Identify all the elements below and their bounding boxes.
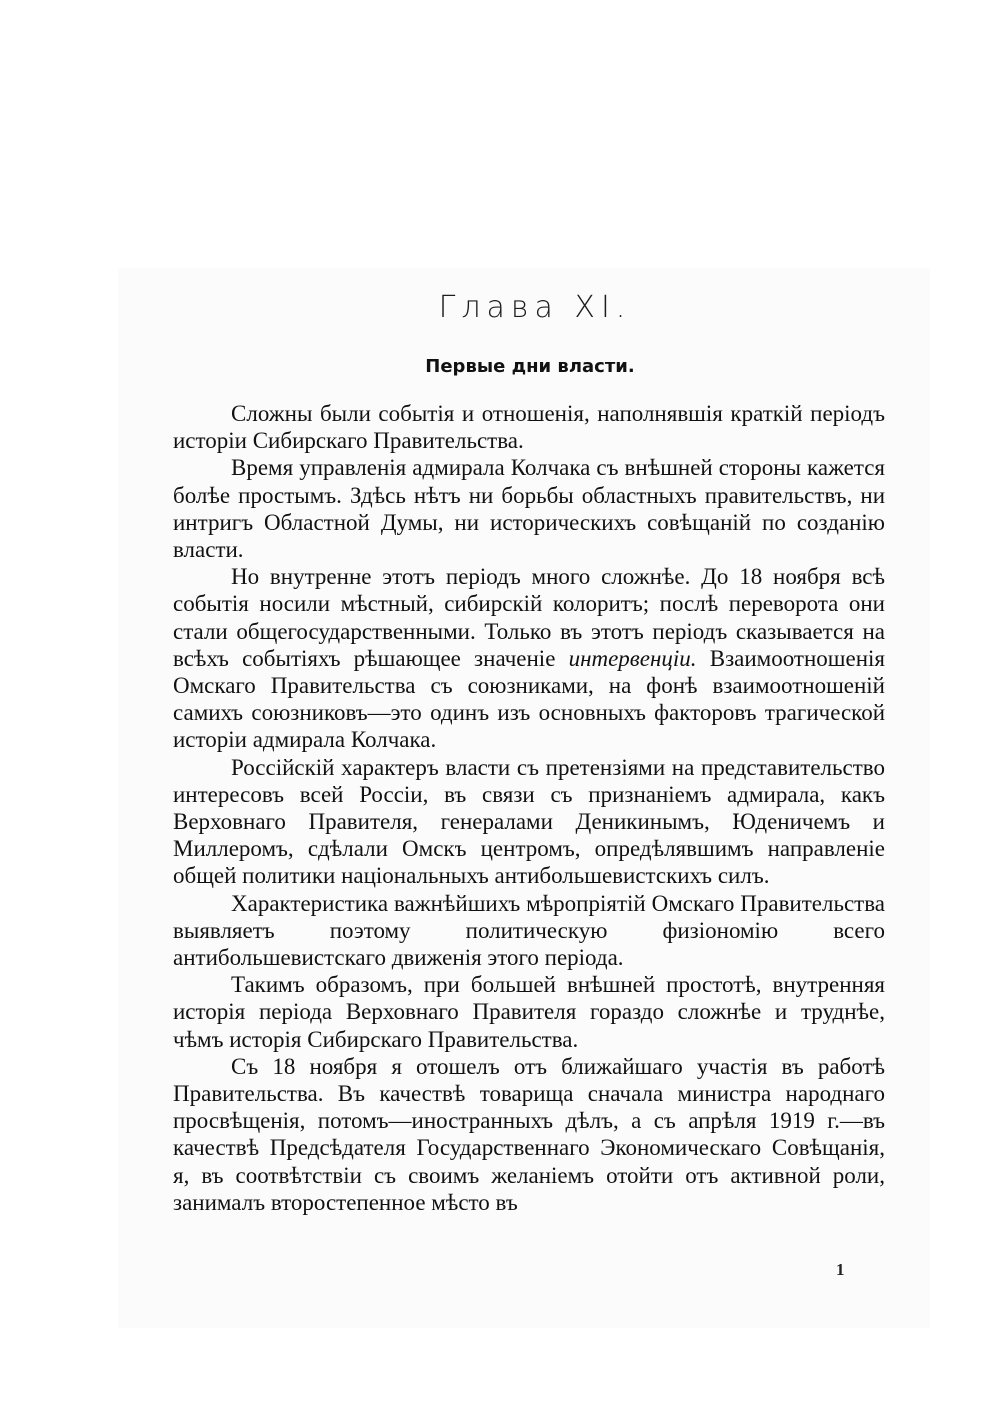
paragraph-3-text-before: Но внутренне этотъ періодъ много сложнѣе. До 18 ноября всѣ событія носили мѣстный, сибирскій колоритъ; послѣ переворота они стали общегосударственными. Только въ этотъ періодъ сказывается на всѣхъ событіяхъ рѣшающее значеніе	[173, 564, 885, 671]
chapter-title: Глава XI.	[438, 290, 632, 325]
paragraph-6: Такимъ образомъ, при большей внѣшней простотѣ, внутренняя исторія періода Верховнаго Правителя гораздо сложнѣе и труднѣе, чѣмъ исторія Сибирскаго Правительства.	[173, 972, 885, 1052]
paragraph-2: Время управленія адмирала Колчака съ внѣшней стороны кажется болѣе простымъ. Здѣсь нѣтъ ни борьбы областныхъ правительствъ, ни интригъ Областной Думы, ни историческихъ совѣщаній по созданію власти.	[173, 455, 885, 563]
paragraph-3	[173, 563, 885, 753]
body-text	[173, 400, 885, 1216]
page-number: 1	[836, 1260, 845, 1279]
paragraph-3-text-after: Взаимоотношенія Омскаго Правительства съ союзниками, на фонѣ взаимоотношеній самихъ союзниковъ—это одинъ изъ основныхъ факторовъ трагической исторіи адмирала Колчака.	[173, 645, 885, 753]
paragraph-5: Характеристика важнѣйшихъ мѣропріятій Омскаго Правительства выявляетъ поэтому политическую физіономію всего антибольшевистскаго движенія этого періода.	[173, 890, 885, 971]
section-title: Первые дни власти.	[425, 356, 635, 377]
paragraph-7: Съ 18 ноября я отошелъ отъ ближайшаго участія въ работѣ Правительства. Въ качествѣ товарища сначала министра народнаго просвѣщенія, потомъ—иностранныхъ дѣлъ, а съ апрѣля 1919 г.—въ качествѣ Предсѣдателя Государственнаго Экономическаго Совѣщанія, я, въ соотвѣтствіи съ своимъ желаніемъ отойти отъ активной роли, занималъ второстепенное мѣсто въ	[173, 1053, 885, 1215]
paragraph-1: Сложны были событія и отношенія, наполнявшія краткій періодъ исторіи Сибирскаго Правительства.	[173, 401, 885, 454]
paragraph-3-emphasis: интервенціи.	[568, 645, 697, 671]
paragraph-4: Россійскій характеръ власти съ претензіями на представительство интересовъ всей Россіи, въ связи съ признаніемъ адмирала, какъ Верховнаго Правителя, генералами Деникинымъ, Юденичемъ и Миллеромъ, сдѣлали Омскъ центромъ, опредѣлявшимъ направленіе общей политики національныхъ антибольшевистскихъ силъ.	[173, 754, 885, 889]
